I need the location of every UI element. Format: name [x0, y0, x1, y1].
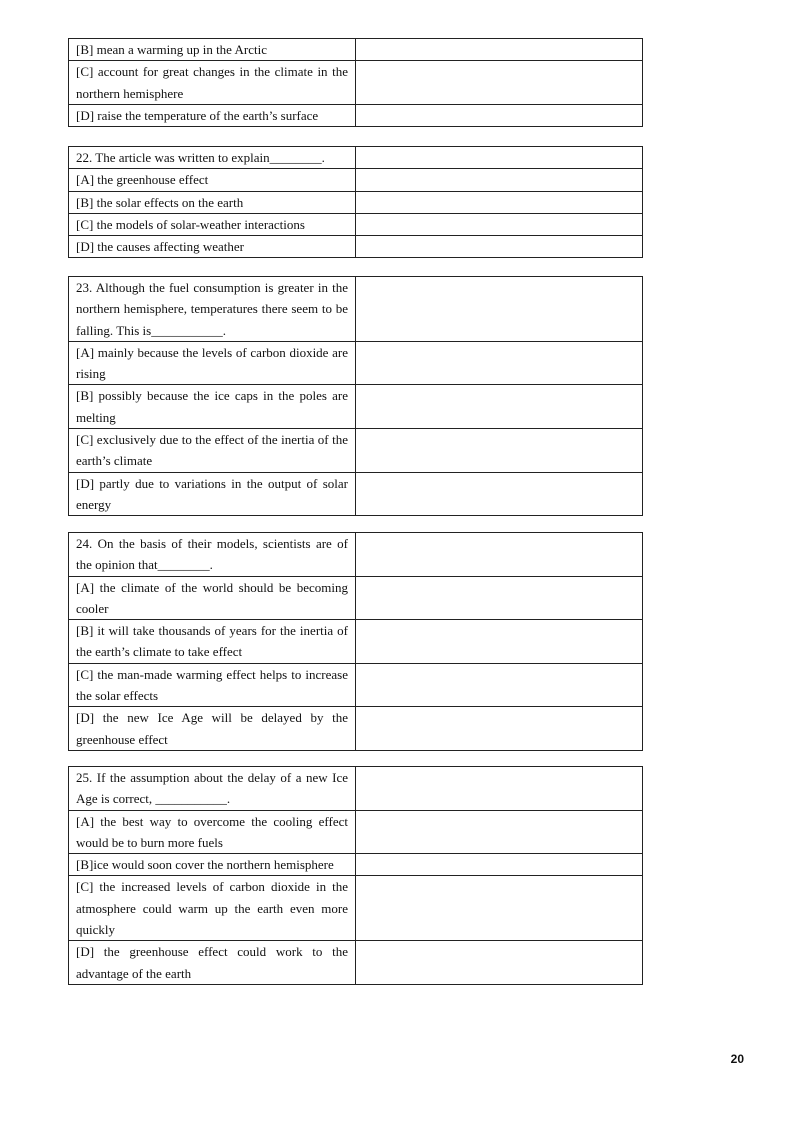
answer-cell[interactable] [356, 236, 643, 258]
answer-cell[interactable] [356, 213, 643, 235]
option-text: [D] the greenhouse effect could work to the advantage of the earth [69, 941, 356, 985]
option-row [69, 854, 643, 876]
option-row [69, 385, 643, 429]
option-row [69, 576, 643, 620]
option-row [69, 61, 643, 105]
answer-cell[interactable] [356, 61, 643, 105]
option-text: [D] the new Ice Age will be delayed by the greenhouse effect [69, 707, 356, 751]
option-text: [A] the climate of the world should be becoming cooler [69, 576, 356, 620]
option-row [69, 191, 643, 213]
answer-cell[interactable] [356, 147, 643, 169]
answer-cell[interactable] [356, 854, 643, 876]
question-row [69, 533, 643, 577]
question-row [69, 147, 643, 169]
option-text: [C] account for great changes in the climate in the northern hemisphere [69, 61, 356, 105]
answer-cell[interactable] [356, 941, 643, 985]
option-row [69, 213, 643, 235]
option-row [69, 169, 643, 191]
question-21-continuation-table [68, 38, 643, 127]
question-row [69, 767, 643, 811]
option-text: [D] the causes affecting weather [69, 236, 356, 258]
option-text: [C] the increased levels of carbon dioxide in the atmosphere could warm up the earth even more quickly [69, 876, 356, 941]
answer-cell[interactable] [356, 104, 643, 126]
option-text: [D] partly due to variations in the output of solar energy [69, 472, 356, 516]
option-text: [D] raise the temperature of the earth’s surface [69, 104, 356, 126]
option-row [69, 707, 643, 751]
page-number: 20 [730, 1052, 744, 1066]
question-text: 25. If the assumption about the delay of a new Ice Age is correct, ___________. [69, 767, 356, 811]
option-row [69, 39, 643, 61]
question-row [69, 277, 643, 342]
answer-cell[interactable] [356, 169, 643, 191]
question-text: 24. On the basis of their models, scientists are of the opinion that________. [69, 533, 356, 577]
option-text: [A] mainly because the levels of carbon dioxide are rising [69, 341, 356, 385]
answer-cell[interactable] [356, 767, 643, 811]
option-text: [B] the solar effects on the earth [69, 191, 356, 213]
answer-cell[interactable] [356, 472, 643, 516]
answer-cell[interactable] [356, 385, 643, 429]
option-row [69, 941, 643, 985]
option-row [69, 663, 643, 707]
option-row [69, 810, 643, 854]
option-text: [B] mean a warming up in the Arctic [69, 39, 356, 61]
option-text: [A] the greenhouse effect [69, 169, 356, 191]
answer-cell[interactable] [356, 620, 643, 664]
question-text: 23. Although the fuel consumption is greater in the northern hemisphere, temperatures there seem to be falling. This is___________. [69, 277, 356, 342]
answer-cell[interactable] [356, 191, 643, 213]
answer-cell[interactable] [356, 810, 643, 854]
option-text: [B]ice would soon cover the northern hemisphere [69, 854, 356, 876]
option-text: [C] exclusively due to the effect of the inertia of the earth’s climate [69, 429, 356, 473]
question-text: 22. The article was written to explain________. [69, 147, 356, 169]
option-row [69, 104, 643, 126]
answer-cell[interactable] [356, 277, 643, 342]
answer-cell[interactable] [356, 707, 643, 751]
question-24-table [68, 532, 643, 751]
option-row [69, 236, 643, 258]
answer-cell[interactable] [356, 39, 643, 61]
option-row [69, 876, 643, 941]
answer-cell[interactable] [356, 341, 643, 385]
question-22-table [68, 146, 643, 258]
answer-cell[interactable] [356, 576, 643, 620]
option-row [69, 472, 643, 516]
answer-cell[interactable] [356, 663, 643, 707]
option-text: [C] the man-made warming effect helps to increase the solar effects [69, 663, 356, 707]
option-row [69, 620, 643, 664]
answer-cell[interactable] [356, 429, 643, 473]
option-text: [A] the best way to overcome the cooling effect would be to burn more fuels [69, 810, 356, 854]
answer-cell[interactable] [356, 533, 643, 577]
option-text: [B] it will take thousands of years for the inertia of the earth’s climate to take effect [69, 620, 356, 664]
question-25-table [68, 766, 643, 985]
option-text: [B] possibly because the ice caps in the poles are melting [69, 385, 356, 429]
option-row [69, 429, 643, 473]
answer-cell[interactable] [356, 876, 643, 941]
question-23-table [68, 276, 643, 516]
option-text: [C] the models of solar-weather interactions [69, 213, 356, 235]
option-row [69, 341, 643, 385]
